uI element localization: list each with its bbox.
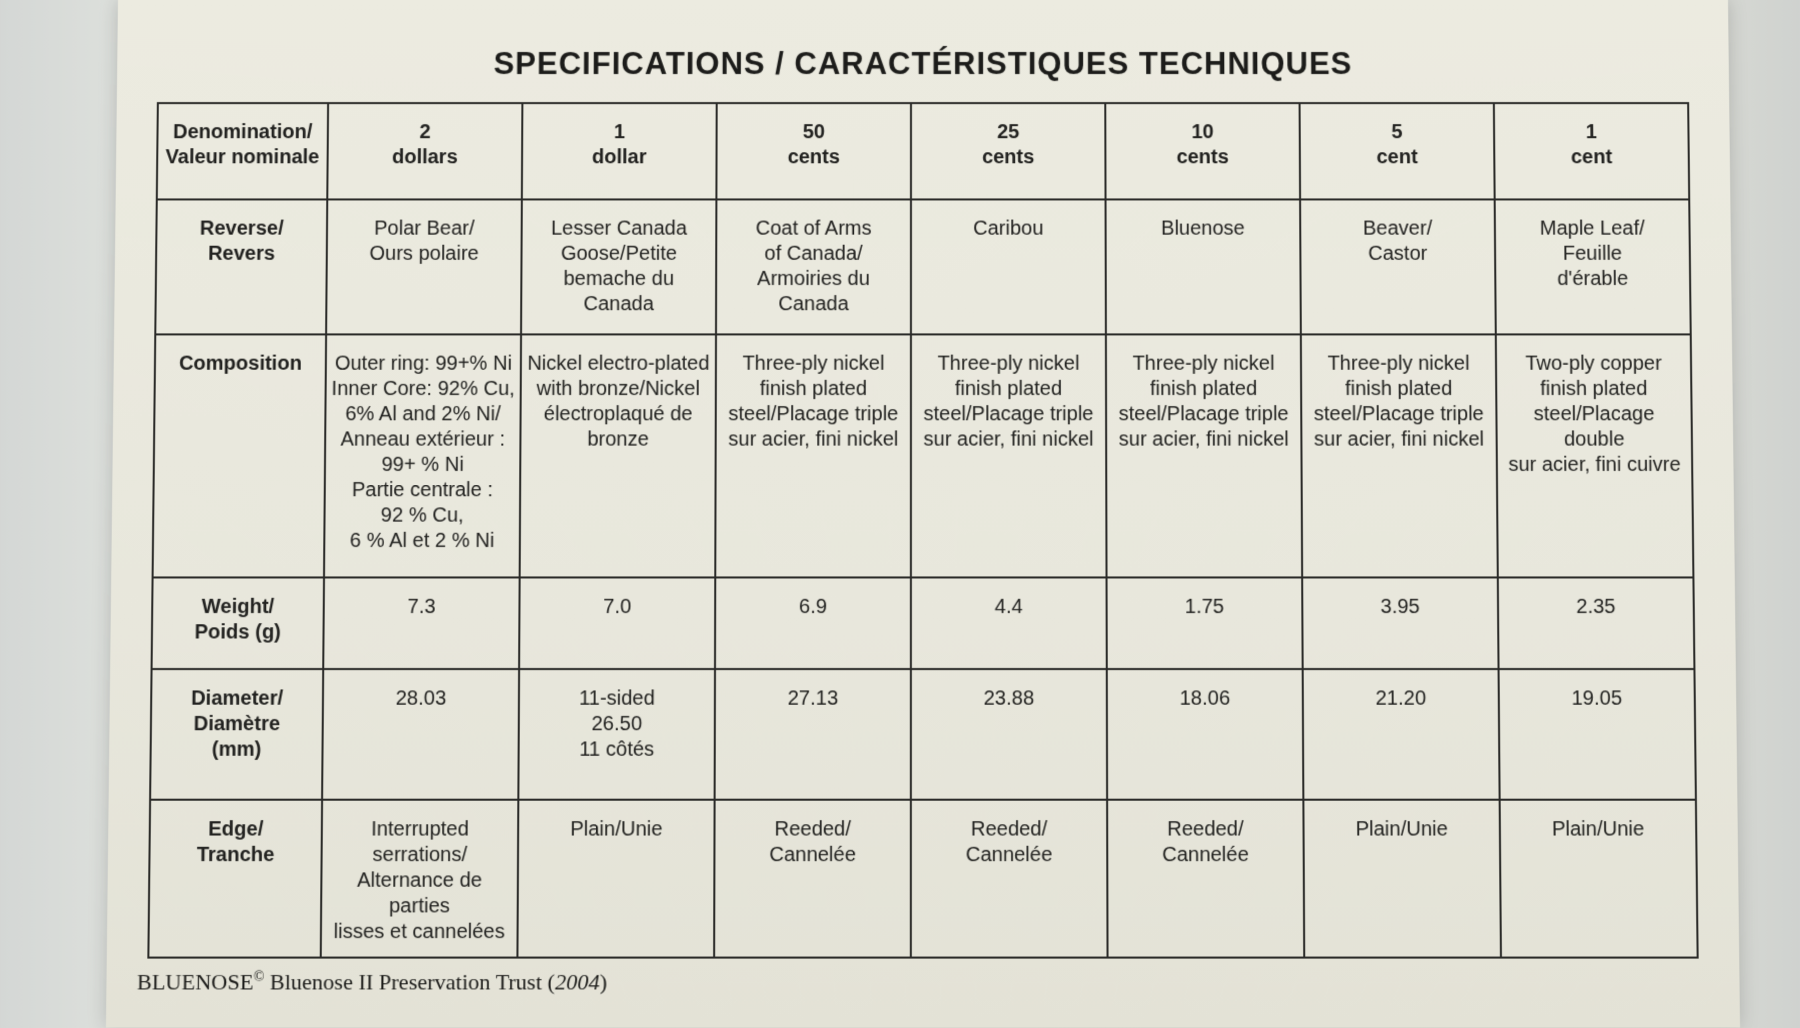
row-header-denomination: Denomination/ Valeur nominale (157, 103, 328, 199)
table-cell: Three-ply nickel finish plated steel/Placage triple sur acier, fini nickel (1301, 334, 1498, 577)
table-cell: 18.06 (1107, 669, 1304, 800)
table-cell: Caribou (911, 199, 1106, 334)
table-cell: Plain/Unie (517, 800, 714, 958)
footer-close: ) (599, 968, 608, 995)
footer-brand: BLUENOSE (136, 968, 254, 995)
table-row-edge (148, 800, 1697, 958)
table-cell: Nickel electro-plated with bronze/Nickel électroplaqué de bronze (520, 334, 716, 577)
table-cell: 3.95 (1302, 577, 1498, 669)
table-cell: Lesser Canada Goose/Petite bemache du Canada (521, 199, 716, 334)
table-cell: 50 cents (716, 103, 911, 199)
table-cell: 25 cents (911, 103, 1106, 199)
row-header-reverse: Reverse/ Revers (155, 199, 327, 334)
table-row-diameter (150, 669, 1696, 800)
row-header-edge: Edge/ Tranche (148, 800, 322, 958)
table-row-denomination (157, 103, 1689, 199)
copyright-footer (137, 969, 607, 996)
table-cell: Reeded/ Cannelée (1107, 800, 1304, 958)
table-cell: Two-ply copper finish plated steel/Placage double sur acier, fini cuivre (1496, 334, 1694, 577)
table-cell: Beaver/ Castor (1300, 199, 1496, 334)
table-cell: Three-ply nickel finish plated steel/Placage triple sur acier, fini nickel (1106, 334, 1302, 577)
table-cell: Polar Bear/ Ours polaire (326, 199, 522, 334)
table-cell: Plain/Unie (1303, 800, 1501, 958)
row-header-composition: Composition (153, 334, 327, 577)
table-cell: 10 cents (1105, 103, 1300, 199)
table-cell: Three-ply nickel finish plated steel/Placage triple sur acier, fini nickel (715, 334, 911, 577)
table-cell: 1 dollar (522, 103, 717, 199)
table-cell: 2.35 (1498, 577, 1695, 669)
row-header-diameter: Diameter/ Diamètre (mm) (150, 669, 323, 800)
table-cell: Interrupted serrations/ Alternance de parties lisses et cannelées (321, 800, 519, 958)
table-cell: Coat of Arms of Canada/ Armoiries du Canada (716, 199, 911, 334)
table-cell: 1 cent (1494, 103, 1689, 199)
footer-year: 2004 (554, 968, 600, 995)
specifications-table (147, 102, 1698, 959)
table-cell: Reeded/ Cannelée (714, 800, 911, 958)
page-title: SPECIFICATIONS / CARACTÉRISTIQUES TECHNIQUES (493, 46, 1353, 82)
table-row-composition (153, 334, 1694, 577)
table-cell: Plain/Unie (1500, 800, 1698, 958)
table-cell: 6.9 (715, 577, 911, 669)
table-cell: 23.88 (911, 669, 1107, 800)
table-cell: 1.75 (1107, 577, 1303, 669)
table-cell: 7.0 (519, 577, 715, 669)
table-cell: 7.3 (323, 577, 519, 669)
table-cell: Outer ring: 99+% Ni Inner Core: 92% Cu, 6% Al and 2% Ni/ Anneau extérieur : 99+ % Ni Partie centrale : 92 % Cu, 6 % Al et 2 % Ni (324, 334, 521, 577)
table-cell: 2 dollars (327, 103, 522, 199)
table-cell: Reeded/ Cannelée (911, 800, 1108, 958)
table-cell: 5 cent (1300, 103, 1495, 199)
table-cell: Three-ply nickel finish plated steel/Placage triple sur acier, fini nickel (911, 334, 1107, 577)
table-cell: 4.4 (911, 577, 1107, 669)
row-header-weight: Weight/ Poids (g) (152, 577, 324, 669)
table-row-weight (152, 577, 1695, 669)
table-cell: 11-sided 26.50 11 côtés (518, 669, 715, 800)
table-row-reverse (155, 199, 1690, 334)
table-cell: 19.05 (1499, 669, 1696, 800)
spec-sheet (106, 0, 1740, 1028)
table-cell: 21.20 (1303, 669, 1500, 800)
table-cell: 27.13 (715, 669, 911, 800)
footer-owner: Bluenose II Preservation Trust ( (264, 968, 556, 995)
table-cell: Bluenose (1106, 199, 1301, 334)
table-cell: Maple Leaf/ Feuille d'érable (1495, 199, 1691, 334)
copyright-icon: © (253, 969, 265, 985)
table-cell: 28.03 (322, 669, 519, 800)
